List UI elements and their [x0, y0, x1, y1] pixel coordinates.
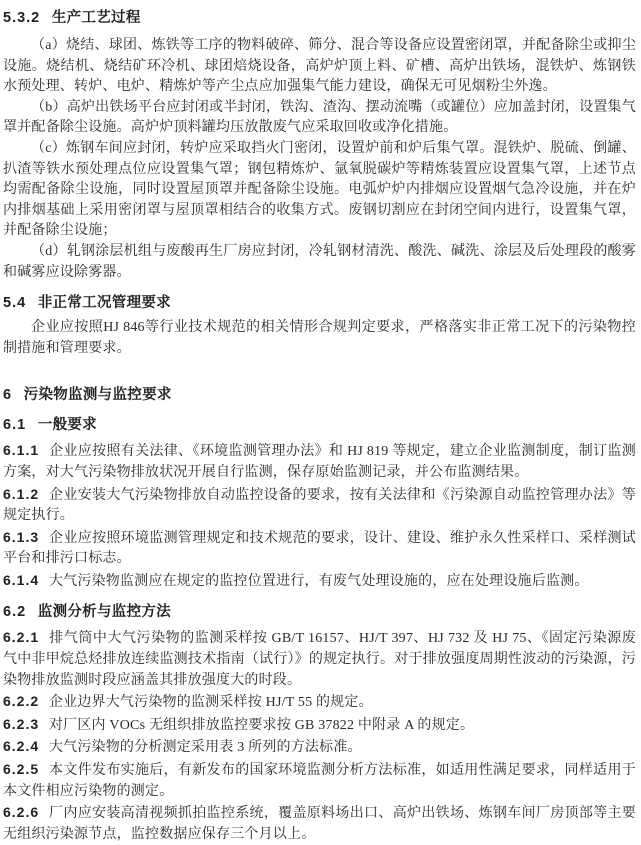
clause-6-1-4	[3, 570, 636, 593]
clause-number: 6.2.6	[3, 804, 40, 821]
section-title: 非正常工况管理要求	[37, 295, 171, 312]
clause-6-2-2	[3, 691, 636, 714]
clause-text: 企业应按照环境监测管理规定和技术规范的要求，设计、建设、维护永久性采样口、采样测试平台和排污口标志。	[3, 530, 636, 567]
clause-number: 6.1.4	[3, 571, 40, 588]
section-number: 6	[3, 387, 13, 404]
section-heading-6-2	[3, 602, 636, 622]
paragraph: （c）炼钢车间应封闭，转炉应采取挡火门密闭，设置炉前和炉后集气罩。混铁炉、脱硫、倒罐、扒渣等铁水预处理点位应设置集气罩；钢包精炼炉、氩氧脱碳炉等精炼装置应设置集气罩，上述节点均需配备除尘设施，同时设置屋顶罩并配备除尘设施。电弧炉炉内排烟应设置烟气急冷设施，并在炉内排烟基础上采用密闭罩与屋顶罩相结合的收集方式。废钢切割应在封闭空间内进行，设置集气罩，并配备除尘设施；	[3, 140, 636, 239]
clause-text: 企业安装大气污染物排放自动监控设备的要求，按有关法律和《污染源自动监控管理办法》等规定执行。	[3, 487, 636, 524]
paragraph: （a）烧结、球团、炼铁等工序的物料破碎、筛分、混合等设备应设置密闭罩，并配备除尘或抑尘设施。烧结机、烧结矿环冷机、球团焙烧设备，高炉炉顶上料、矿槽、高炉出铁场，混铁炉、炼钢铁水预处理、转炉、电炉、精炼炉等产尘点应加强集气能力建设，确保无可见烟粉尘外逸。	[3, 38, 636, 95]
section-title: 污染物监测与监控要求	[23, 387, 172, 404]
clause-number: 6.2.1	[3, 629, 40, 646]
clause-number: 6.2.5	[3, 761, 40, 778]
clause-text: 企业应按照有关法律、《环境监测管理办法》和 HJ 819 等规定，建立企业监测制度，制订监测方案，对大气污染物排放状况开展自行监测，保存原始监测记录，并公布监测结果。	[3, 444, 636, 480]
clause-number: 6.2.2	[3, 693, 40, 710]
section-number: 5.3.2	[3, 10, 41, 26]
clause-text: 企业边界大气污染物的监测采样按 HJ/T 55 的规定。	[48, 695, 373, 711]
clause-6-1-2	[3, 484, 636, 527]
section-title: 生产工艺过程	[51, 10, 141, 26]
clause-text: 厂内应安装高清视频抓拍监控系统，覆盖原料场出口、高炉出铁场、炼钢车间厂房顶部等主要无组织污染源节点，监控数据应保存三个月以上。	[3, 806, 636, 842]
section-number: 6.1	[3, 417, 27, 434]
clause-6-2-3	[3, 714, 636, 737]
clause-text: 排气筒中大气污染物的监测采样按 GB/T 16157、HJ/T 397、HJ 732 及 HJ 75、《固定污染源废气中非甲烷总烃排放连续监测技术指南（试行）》的规定执行。对于排放强度周期性波动的污染源，污染物排放监测时段应涵盖其排放强度大的时段。	[3, 631, 636, 688]
section-heading-6	[3, 385, 636, 405]
clause-6-2-4	[3, 736, 636, 759]
clause-6-2-1	[3, 627, 636, 691]
clause-number: 6.1.1	[3, 442, 40, 459]
clause-6-2-6	[3, 802, 636, 845]
document-body	[3, 8, 636, 845]
section-title: 监测分析与监控方法	[37, 604, 171, 621]
clause-6-1-3	[3, 527, 636, 570]
paragraph: （d）轧钢涂层机组与废酸再生厂房应封闭，冷轧钢材清洗、酸洗、碱洗、涂层及后处理段的酸雾和碱雾应设除雾器。	[3, 243, 636, 280]
section-heading-5-3-2	[3, 8, 636, 28]
clause-text: 大气污染物监测应在规定的监控位置进行，有废气处理设施的，应在处理设施后监测。	[48, 573, 589, 589]
clause-number: 6.1.2	[3, 485, 40, 502]
section-number: 6.2	[3, 604, 27, 621]
clause-number: 6.1.3	[3, 528, 40, 545]
clause-text: 对厂区内 VOCs 无组织排放监控要求按 GB 37822 中附录 A 的规定。	[48, 717, 475, 733]
clause-6-2-5	[3, 759, 636, 802]
clause-6-1-1	[3, 440, 636, 483]
clause-number: 6.2.4	[3, 738, 40, 755]
section-title: 一般要求	[37, 417, 97, 434]
paragraph: 企业应按照HJ 846等行业技术规范的相关情形合规判定要求，严格落实非正常工况下的污染物控制措施和管理要求。	[3, 320, 636, 356]
section-heading-5-4	[3, 293, 636, 313]
clause-number: 6.2.3	[3, 715, 40, 732]
section-heading-6-1	[3, 415, 636, 435]
clause-text: 本文件发布实施后，有新发布的国家环境监测分析方法标准，如适用性满足要求，同样适用于本文件相应污染物的测定。	[3, 763, 636, 799]
section-number: 5.4	[3, 295, 27, 312]
clause-text: 大气污染物的分析测定采用表 3 所列的方法标准。	[48, 740, 362, 756]
paragraph: （b）高炉出铁场平台应封闭或半封闭，铁沟、渣沟、摆动流嘴（或罐位）应加盖封闭，设置集气罩并配备除尘设施。高炉炉顶料罐均压放散废气应采取回收或净化措施。	[3, 99, 636, 136]
